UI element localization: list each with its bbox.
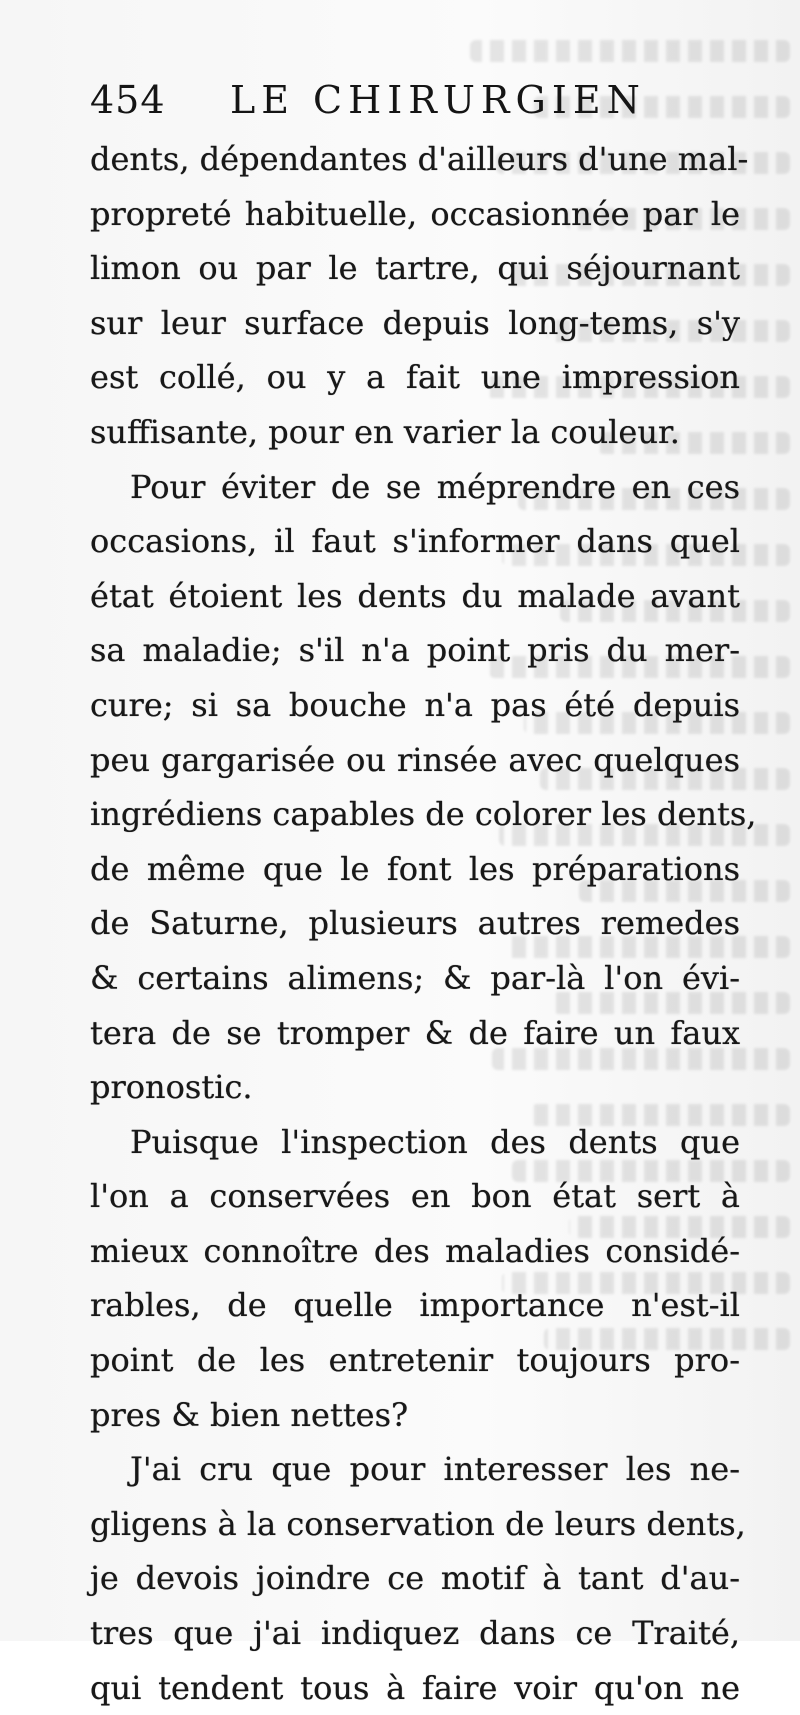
text-line: suffisante, pour en varier la couleur. (90, 412, 680, 451)
text-line: peu gargarisée ou rinsée avec quelques (90, 740, 740, 779)
text-line: tres que j'ai indiquez dans ce Traité, (90, 1614, 740, 1653)
running-head: LE CHIRURGIEN (230, 78, 646, 122)
text-line: sur leur surface depuis long-tems, s'y (90, 303, 740, 342)
text-line: de même que le font les préparations (90, 849, 740, 888)
text-line: limon ou par le tartre, qui séjournant (90, 249, 740, 288)
text-line: Puisque l'inspection des dents que (130, 1122, 740, 1161)
text-line: propreté habituelle, occasionnée par le (90, 194, 740, 233)
text-line: pronostic. (90, 1068, 253, 1107)
text-line: pres & bien nettes? (90, 1395, 409, 1434)
text-line: est collé, ou y a fait une impression (90, 358, 740, 397)
text-line: occasions, il faut s'informer dans quel (90, 522, 740, 561)
text-line: qui tendent tous à faire voir qu'on ne (90, 1668, 740, 1707)
text-line: l'on a conservées en bon état sert à (90, 1177, 740, 1216)
page-number: 454 (90, 78, 166, 122)
text-line: mieux connoître des maladies considé- (90, 1231, 740, 1270)
text-line: gligens à la conservation de leurs dents, (90, 1504, 746, 1543)
text-line: état étoient les dents du malade avant (90, 576, 740, 615)
page-header (90, 78, 740, 128)
text-line: tera de se tromper & de faire un faux (90, 1013, 740, 1052)
text-line: sa maladie; s'il n'a point pris du mer- (90, 631, 740, 670)
text-line: rables, de quelle importance n'est-il (90, 1286, 740, 1325)
text-line: Pour éviter de se méprendre en ces (130, 467, 740, 506)
text-line: point de les entretenir toujours pro- (90, 1341, 740, 1380)
text-line: dents, dépendantes d'ailleurs d'une mal- (90, 140, 749, 178)
text-line: & certains alimens; & par-là l'on évi- (90, 958, 740, 997)
text-line: cure; si sa bouche n'a pas été depuis (90, 685, 740, 724)
text-line: de Saturne, plusieurs autres remedes (90, 904, 740, 943)
text-line: J'ai cru que pour interesser les ne- (130, 1450, 740, 1489)
text-line: ingrédiens capables de colorer les dents, (90, 795, 757, 834)
body-text (90, 132, 757, 1715)
text-line: je devois joindre ce motif à tant d'au- (90, 1559, 740, 1598)
